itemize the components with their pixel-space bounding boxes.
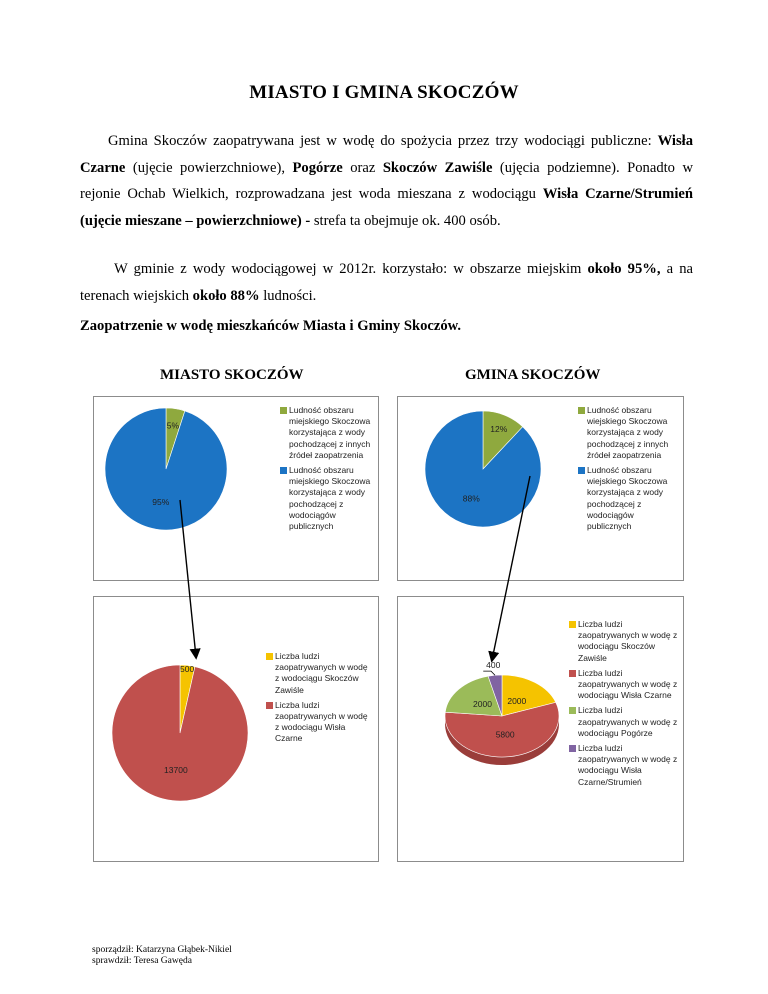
legend-entry [280,405,376,461]
city-column-title: MIASTO SKOCZÓW [160,367,304,383]
legend-label: Liczba ludzi zaopatrywanych w wodę z wodociągu Wisła Czarne/Strumień [578,743,678,787]
legend-label: Liczba ludzi zaopatrywanych w wodę z wodociągu Skoczów Zawiśle [275,651,368,695]
legend-entry [569,668,679,702]
legend-label: Ludność obszaru miejskiego Skoczowa korzystająca z wody pochodzącej z innych źródeł zaopatrzenia [289,405,371,460]
pie-data-label: 500 [180,663,195,674]
legend-label: Liczba ludzi zaopatrywanych w wodę z wodociągu Wisła Czarne [275,699,368,744]
pie-slice [112,665,248,801]
legend-entry [266,700,374,745]
legend-swatch [569,670,576,677]
pie-slice [425,411,541,527]
pie-data-label: 2000 [473,698,492,709]
legend-label: Ludność obszaru wiejskiego Skoczowa korzystająca z wody pochodzącej z wodociągów publicznych [587,465,668,532]
commune-supply-legend [569,619,679,792]
footer-credits [92,945,232,967]
coverage-paragraph: W gminie z wody wodociągowej w 2012r. korzystało: w obszarze miejskim około 95%, a na terenach wiejskich około 88% ludności. [80,261,693,304]
legend-swatch [578,407,585,414]
legend-swatch [280,467,287,474]
legend-label: Ludność obszaru wiejskiego Skoczowa korzystająca z wody pochodzącej z innych źródeł zaopatrzenia [587,405,669,460]
legend-label: Liczba ludzi zaopatrywanych w wodę z wodociągu Skoczów Zawiśle [578,619,678,663]
legend-entry [280,465,376,532]
legend-entry [266,651,374,696]
city-supply-legend [266,651,374,749]
page-title: MIASTO I GMINA SKOCZÓW [249,82,519,103]
pie-slice [105,408,227,530]
legend-label: Liczba ludzi zaopatrywanych w wodę z wodociągu Pogórze [578,705,678,738]
commune-column-title: GMINA SKOCZÓW [465,367,601,383]
pie-data-label: 12% [490,424,508,435]
commune-coverage-legend [578,405,680,536]
pie-data-label: 95% [152,497,170,508]
legend-label: Ludność obszaru miejskiego Skoczowa korzystająca z wody pochodzącej z wodociągów publicznych [289,465,371,532]
pie-data-label: 13700 [164,765,188,776]
legend-entry [569,743,679,788]
city-coverage-legend [280,405,376,536]
legend-entry [569,705,679,739]
legend-swatch [266,653,273,660]
pie-data-label: 5% [166,420,180,431]
pie-data-label: 5800 [495,729,515,740]
prepared-by: sporządził: Katarzyna Głąbek-Nikiel [92,945,232,955]
legend-swatch [578,467,585,474]
chart-commune-coverage [397,396,684,581]
chart-commune-supply [397,596,684,862]
checked-by: sprawdził: Teresa Gawęda [92,956,192,966]
legend-swatch [569,707,576,714]
legend-swatch [280,407,287,414]
pie-data-label: 88% [462,493,480,504]
chart-city-supply [93,596,379,862]
intro-paragraph: Gmina Skoczów zaopatrywana jest w wodę do spożycia przez trzy wodociągi publiczne: Wisła Czarne (ujęcie powierzchniowe), Pogórze oraz Skoczów Zawiśle (ujęcia podziemne). Ponadto w rejonie Ochab Wielkich, rozprowadzana jest woda mieszana z wodociągu Wisła Czarne/Strumień (ujęcie mieszane – powierzchniowe) - strefa ta obejmuje ok. 400 osób. [80,133,693,229]
pie-data-label: 400 [486,660,501,671]
pie-data-label: 2000 [507,695,527,706]
pie-leader-line [483,671,495,675]
legend-swatch [569,745,576,752]
legend-entry [578,405,680,461]
section-subtitle: Zaopatrzenie w wodę mieszkańców Miasta i Gminy Skoczów. [80,318,462,334]
chart-city-coverage [93,396,379,581]
legend-label: Liczba ludzi zaopatrywanych w wodę z wodociągu Wisła Czarne [578,667,678,701]
legend-entry [578,465,680,532]
legend-swatch [569,621,576,628]
legend-entry [569,619,679,664]
legend-swatch [266,702,273,709]
